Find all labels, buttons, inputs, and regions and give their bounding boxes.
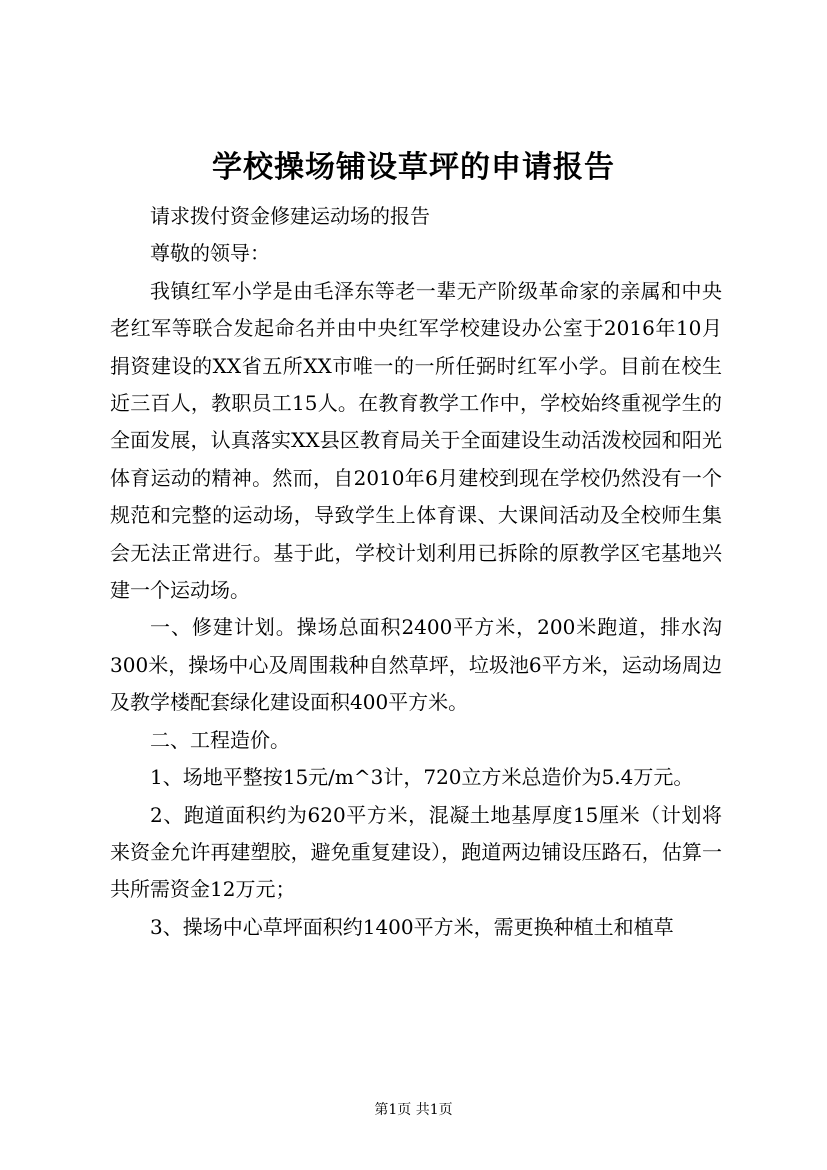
document-body	[110, 198, 722, 946]
page-number-footer: 第1页 共1页	[374, 1102, 453, 1118]
paragraph-cost-item-1: 1、场地平整按15元/m^3计，720立方米总造价为5.4万元。	[150, 765, 694, 790]
paragraph-intro: 我镇红军小学是由毛泽东等老一辈无产阶级革命家的亲属和中央老红军等联合发起命名并由中央红军学校建设办公室于2016年10月捐资建设的XX省五所XX市唯一的一所任弼时红军小学。目前在校生近三百人，教职员工15人。在教育教学工作中，学校始终重视学生的全面发展，认真落实XX县区教育局关于全面建设生动活泼校园和阳光体育运动的精神。然而，自2010年6月建校到现在学校仍然没有一个规范和完整的运动场，导致学生上体育课、大课间活动及全校师生集会无法正常进行。基于此，学校计划利用已拆除的原教学区宅基地兴建一个运动场。	[110, 278, 722, 603]
paragraph-cost-item-2: 2、跑道面积约为620平方米，混凝土地基厚度15厘米（计划将来资金允许再建塑胶，避免重复建设），跑道两边铺设压路石，估算一共所需资金12万元；	[110, 802, 722, 902]
paragraph-subtitle: 请求拨付资金修建运动场的报告	[150, 204, 430, 228]
paragraph-cost-heading: 二、工程造价。	[150, 727, 290, 752]
document-title: 学校操场铺设草坪的申请报告	[212, 150, 615, 185]
paragraph-plan: 一、修建计划。操场总面积2400平方米，200米跑道，排水沟300米，操场中心及周围栽种自然草坪，垃圾池6平方米，运动场周边及教学楼配套绿化建设面积400平方米。	[110, 615, 722, 715]
paragraph-cost-item-3: 3、操场中心草坪面积约1400平方米，需更换种植土和植草	[150, 914, 674, 939]
paragraph-salutation: 尊敬的领导：	[150, 241, 270, 266]
